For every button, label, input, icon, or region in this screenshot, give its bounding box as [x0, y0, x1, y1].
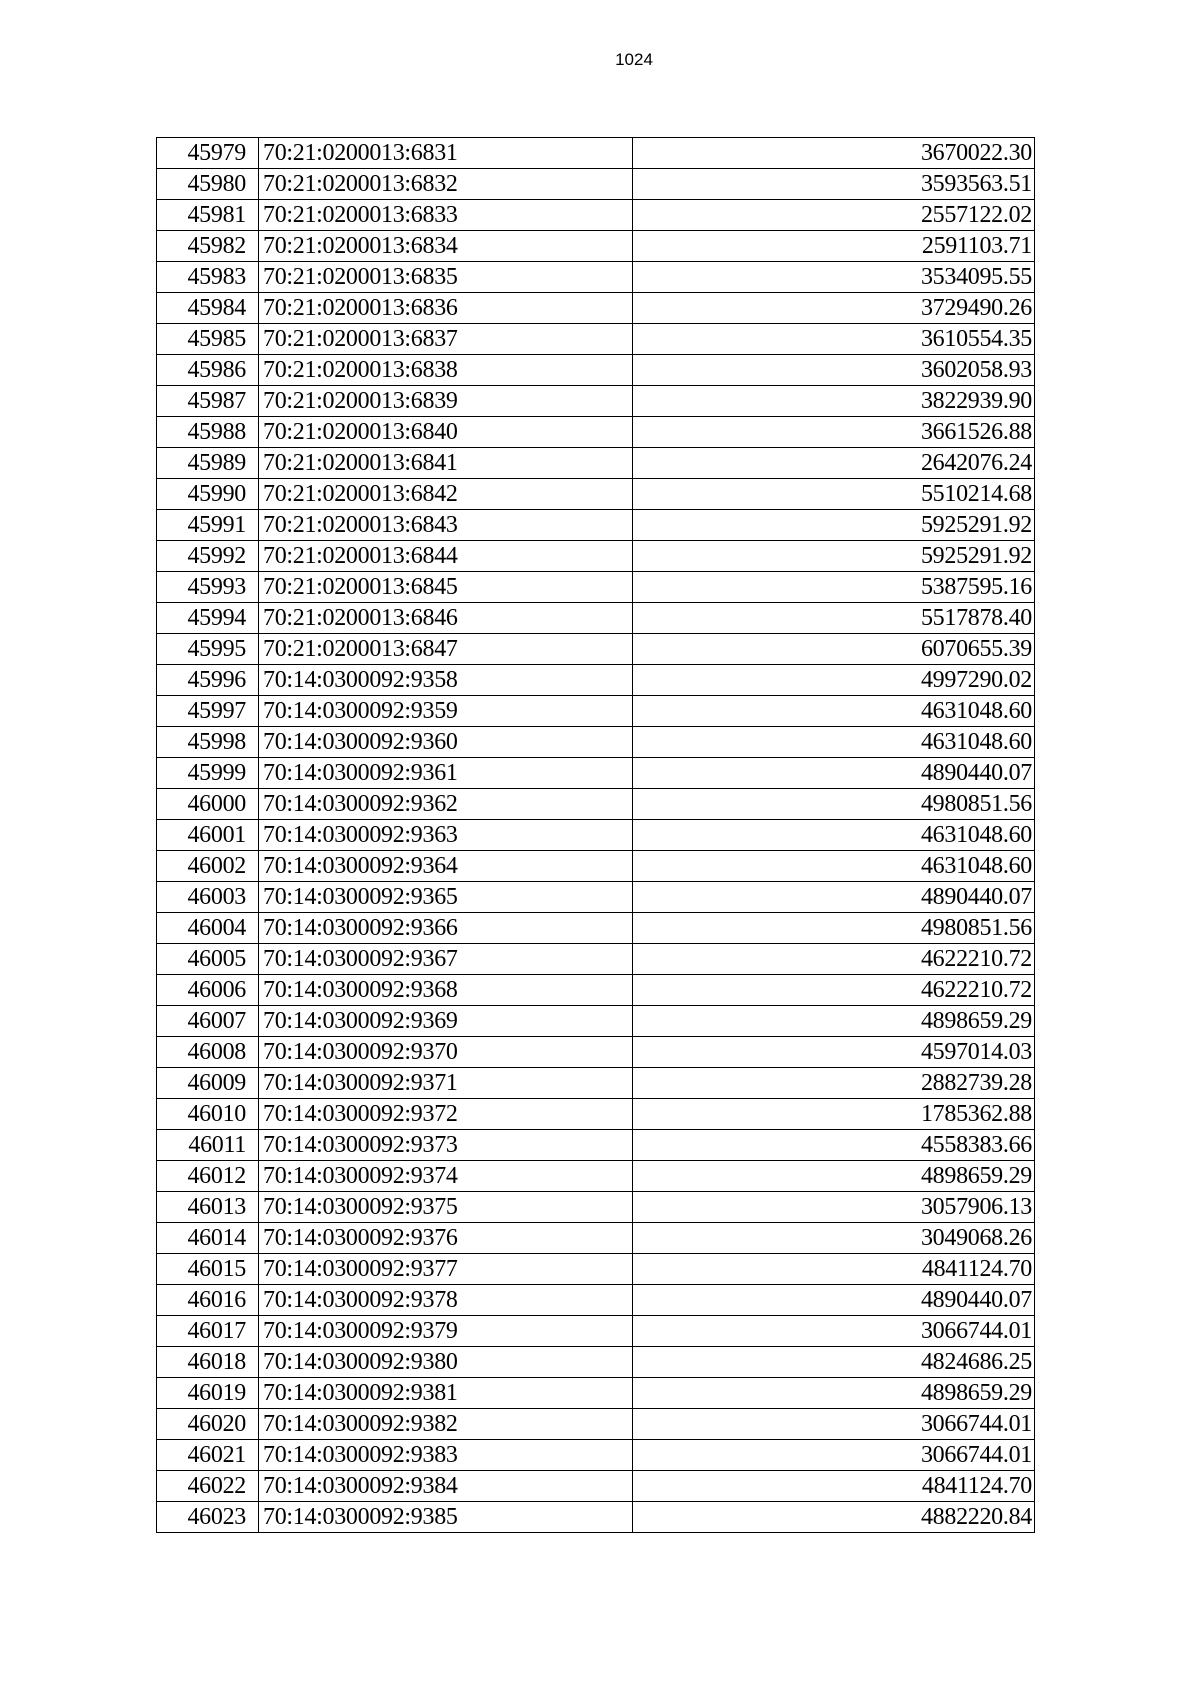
table-row — [157, 913, 1035, 944]
cadastral-value-cell: 4631048.60 — [633, 820, 1035, 851]
table-row — [157, 200, 1035, 231]
row-number-cell: 45996 — [157, 665, 259, 696]
table-row — [157, 1192, 1035, 1223]
cadastral-value-cell: 5510214.68 — [633, 479, 1035, 510]
row-number-cell: 46000 — [157, 789, 259, 820]
row-number-cell: 46019 — [157, 1378, 259, 1409]
cadastral-number-cell: 70:21:0200013:6836 — [259, 293, 633, 324]
cadastral-value-cell: 4882220.84 — [633, 1502, 1035, 1533]
table-row — [157, 820, 1035, 851]
row-number-cell: 46009 — [157, 1068, 259, 1099]
cadastral-number-cell: 70:14:0300092:9379 — [259, 1316, 633, 1347]
row-number-cell: 45991 — [157, 510, 259, 541]
table-row — [157, 1130, 1035, 1161]
cadastral-value-cell: 5925291.92 — [633, 541, 1035, 572]
table-row — [157, 479, 1035, 510]
row-number-cell: 46007 — [157, 1006, 259, 1037]
cadastral-value-cell: 4898659.29 — [633, 1006, 1035, 1037]
cadastral-value-cell: 3593563.51 — [633, 169, 1035, 200]
cadastral-number-cell: 70:14:0300092:9380 — [259, 1347, 633, 1378]
row-number-cell: 46017 — [157, 1316, 259, 1347]
table-row — [157, 1068, 1035, 1099]
cadastral-number-cell: 70:21:0200013:6847 — [259, 634, 633, 665]
cadastral-number-cell: 70:21:0200013:6843 — [259, 510, 633, 541]
cadastral-value-cell: 5387595.16 — [633, 572, 1035, 603]
row-number-cell: 46008 — [157, 1037, 259, 1068]
cadastral-number-cell: 70:14:0300092:9383 — [259, 1440, 633, 1471]
table-row — [157, 882, 1035, 913]
row-number-cell: 46006 — [157, 975, 259, 1006]
cadastral-value-cell: 1785362.88 — [633, 1099, 1035, 1130]
table-row — [157, 231, 1035, 262]
cadastral-number-cell: 70:14:0300092:9367 — [259, 944, 633, 975]
cadastral-number-cell: 70:14:0300092:9361 — [259, 758, 633, 789]
table-row — [157, 541, 1035, 572]
cadastral-number-cell: 70:14:0300092:9370 — [259, 1037, 633, 1068]
cadastral-value-cell: 3049068.26 — [633, 1223, 1035, 1254]
cadastral-value-cell: 4841124.70 — [633, 1254, 1035, 1285]
cadastral-value-cell: 6070655.39 — [633, 634, 1035, 665]
table-row — [157, 1254, 1035, 1285]
table-row — [157, 944, 1035, 975]
row-number-cell: 45990 — [157, 479, 259, 510]
table-row — [157, 169, 1035, 200]
cadastral-value-cell: 4890440.07 — [633, 1285, 1035, 1316]
cadastral-number-cell: 70:21:0200013:6833 — [259, 200, 633, 231]
table-row — [157, 324, 1035, 355]
row-number-cell: 45981 — [157, 200, 259, 231]
cadastral-number-cell: 70:21:0200013:6845 — [259, 572, 633, 603]
row-number-cell: 45985 — [157, 324, 259, 355]
cadastral-number-cell: 70:14:0300092:9358 — [259, 665, 633, 696]
table-row — [157, 1378, 1035, 1409]
row-number-cell: 45998 — [157, 727, 259, 758]
table-row — [157, 758, 1035, 789]
row-number-cell: 46002 — [157, 851, 259, 882]
table-row — [157, 696, 1035, 727]
table-row — [157, 448, 1035, 479]
row-number-cell: 45979 — [157, 138, 259, 169]
cadastral-number-cell: 70:21:0200013:6840 — [259, 417, 633, 448]
table-row — [157, 1161, 1035, 1192]
row-number-cell: 45984 — [157, 293, 259, 324]
row-number-cell: 46020 — [157, 1409, 259, 1440]
row-number-cell: 46011 — [157, 1130, 259, 1161]
row-number-cell: 46021 — [157, 1440, 259, 1471]
cadastral-value-cell: 4980851.56 — [633, 789, 1035, 820]
cadastral-value-cell: 4558383.66 — [633, 1130, 1035, 1161]
cadastral-value-cell: 3661526.88 — [633, 417, 1035, 448]
table-row — [157, 1316, 1035, 1347]
row-number-cell: 45992 — [157, 541, 259, 572]
cadastral-number-cell: 70:14:0300092:9360 — [259, 727, 633, 758]
cadastral-number-cell: 70:21:0200013:6846 — [259, 603, 633, 634]
row-number-cell: 45993 — [157, 572, 259, 603]
cadastral-number-cell: 70:21:0200013:6831 — [259, 138, 633, 169]
cadastral-value-cell: 4631048.60 — [633, 727, 1035, 758]
cadastral-number-cell: 70:14:0300092:9376 — [259, 1223, 633, 1254]
table-row — [157, 1502, 1035, 1533]
cadastral-value-cell: 2591103.71 — [633, 231, 1035, 262]
table-row — [157, 1006, 1035, 1037]
cadastral-number-cell: 70:21:0200013:6832 — [259, 169, 633, 200]
cadastral-value-table — [156, 137, 1035, 1533]
row-number-cell: 45994 — [157, 603, 259, 634]
table-row — [157, 603, 1035, 634]
table-row — [157, 386, 1035, 417]
cadastral-value-cell: 4631048.60 — [633, 851, 1035, 882]
cadastral-value-cell: 3057906.13 — [633, 1192, 1035, 1223]
table-row — [157, 262, 1035, 293]
cadastral-number-cell: 70:14:0300092:9362 — [259, 789, 633, 820]
table-row — [157, 572, 1035, 603]
cadastral-number-cell: 70:21:0200013:6842 — [259, 479, 633, 510]
row-number-cell: 46015 — [157, 1254, 259, 1285]
row-number-cell: 46022 — [157, 1471, 259, 1502]
page-number: 1024 — [615, 50, 653, 69]
row-number-cell: 46013 — [157, 1192, 259, 1223]
cadastral-number-cell: 70:14:0300092:9372 — [259, 1099, 633, 1130]
table-row — [157, 417, 1035, 448]
row-number-cell: 46018 — [157, 1347, 259, 1378]
row-number-cell: 45983 — [157, 262, 259, 293]
cadastral-number-cell: 70:14:0300092:9377 — [259, 1254, 633, 1285]
cadastral-number-cell: 70:21:0200013:6839 — [259, 386, 633, 417]
row-number-cell: 46001 — [157, 820, 259, 851]
cadastral-value-cell: 4898659.29 — [633, 1161, 1035, 1192]
row-number-cell: 46003 — [157, 882, 259, 913]
cadastral-number-cell: 70:14:0300092:9375 — [259, 1192, 633, 1223]
table-row — [157, 727, 1035, 758]
cadastral-value-cell: 4980851.56 — [633, 913, 1035, 944]
cadastral-number-cell: 70:14:0300092:9366 — [259, 913, 633, 944]
cadastral-value-cell: 2882739.28 — [633, 1068, 1035, 1099]
row-number-cell: 45987 — [157, 386, 259, 417]
row-number-cell: 46012 — [157, 1161, 259, 1192]
cadastral-number-cell: 70:14:0300092:9382 — [259, 1409, 633, 1440]
cadastral-number-cell: 70:14:0300092:9368 — [259, 975, 633, 1006]
table-row — [157, 1471, 1035, 1502]
table-row — [157, 138, 1035, 169]
cadastral-number-cell: 70:21:0200013:6837 — [259, 324, 633, 355]
row-number-cell: 45999 — [157, 758, 259, 789]
cadastral-value-cell: 4622210.72 — [633, 975, 1035, 1006]
cadastral-number-cell: 70:21:0200013:6841 — [259, 448, 633, 479]
table-row — [157, 665, 1035, 696]
cadastral-number-cell: 70:14:0300092:9374 — [259, 1161, 633, 1192]
table-row — [157, 293, 1035, 324]
table-row — [157, 1099, 1035, 1130]
cadastral-value-cell: 5925291.92 — [633, 510, 1035, 541]
table-row — [157, 510, 1035, 541]
cadastral-number-cell: 70:14:0300092:9373 — [259, 1130, 633, 1161]
cadastral-number-cell: 70:14:0300092:9371 — [259, 1068, 633, 1099]
row-number-cell: 46004 — [157, 913, 259, 944]
cadastral-value-cell: 4631048.60 — [633, 696, 1035, 727]
cadastral-value-cell: 3670022.30 — [633, 138, 1035, 169]
cadastral-value-cell: 3610554.35 — [633, 324, 1035, 355]
cadastral-value-cell: 3602058.93 — [633, 355, 1035, 386]
row-number-cell: 45988 — [157, 417, 259, 448]
row-number-cell: 45982 — [157, 231, 259, 262]
table-row — [157, 789, 1035, 820]
row-number-cell: 46010 — [157, 1099, 259, 1130]
table-row — [157, 1347, 1035, 1378]
table-row — [157, 1037, 1035, 1068]
table-row — [157, 1285, 1035, 1316]
row-number-cell: 46016 — [157, 1285, 259, 1316]
cadastral-value-cell: 3066744.01 — [633, 1440, 1035, 1471]
cadastral-number-cell: 70:14:0300092:9363 — [259, 820, 633, 851]
row-number-cell: 46005 — [157, 944, 259, 975]
cadastral-value-cell: 4997290.02 — [633, 665, 1035, 696]
cadastral-number-cell: 70:14:0300092:9365 — [259, 882, 633, 913]
cadastral-number-cell: 70:14:0300092:9385 — [259, 1502, 633, 1533]
cadastral-value-cell: 2642076.24 — [633, 448, 1035, 479]
cadastral-number-cell: 70:21:0200013:6835 — [259, 262, 633, 293]
cadastral-value-cell: 3066744.01 — [633, 1409, 1035, 1440]
row-number-cell: 45980 — [157, 169, 259, 200]
cadastral-value-cell: 4622210.72 — [633, 944, 1035, 975]
cadastral-number-cell: 70:14:0300092:9381 — [259, 1378, 633, 1409]
row-number-cell: 45986 — [157, 355, 259, 386]
cadastral-value-cell: 3534095.55 — [633, 262, 1035, 293]
cadastral-number-cell: 70:14:0300092:9378 — [259, 1285, 633, 1316]
cadastral-value-cell: 4890440.07 — [633, 758, 1035, 789]
cadastral-value-cell: 3729490.26 — [633, 293, 1035, 324]
cadastral-number-cell: 70:21:0200013:6838 — [259, 355, 633, 386]
cadastral-number-cell: 70:14:0300092:9369 — [259, 1006, 633, 1037]
table-row — [157, 355, 1035, 386]
table-row — [157, 851, 1035, 882]
row-number-cell: 46014 — [157, 1223, 259, 1254]
cadastral-value-cell: 4841124.70 — [633, 1471, 1035, 1502]
row-number-cell: 46023 — [157, 1502, 259, 1533]
cadastral-number-cell: 70:14:0300092:9384 — [259, 1471, 633, 1502]
row-number-cell: 45995 — [157, 634, 259, 665]
cadastral-number-cell: 70:21:0200013:6844 — [259, 541, 633, 572]
table-row — [157, 1223, 1035, 1254]
table-row — [157, 1409, 1035, 1440]
cadastral-value-cell: 2557122.02 — [633, 200, 1035, 231]
row-number-cell: 45989 — [157, 448, 259, 479]
table-row — [157, 1440, 1035, 1471]
cadastral-value-cell: 3066744.01 — [633, 1316, 1035, 1347]
cadastral-value-cell: 4597014.03 — [633, 1037, 1035, 1068]
cadastral-number-cell: 70:14:0300092:9364 — [259, 851, 633, 882]
cadastral-value-cell: 4898659.29 — [633, 1378, 1035, 1409]
table-row — [157, 975, 1035, 1006]
cadastral-number-cell: 70:21:0200013:6834 — [259, 231, 633, 262]
cadastral-value-cell: 4824686.25 — [633, 1347, 1035, 1378]
row-number-cell: 45997 — [157, 696, 259, 727]
cadastral-value-cell: 4890440.07 — [633, 882, 1035, 913]
cadastral-value-cell: 3822939.90 — [633, 386, 1035, 417]
cadastral-number-cell: 70:14:0300092:9359 — [259, 696, 633, 727]
table-body — [157, 138, 1035, 1533]
cadastral-value-cell: 5517878.40 — [633, 603, 1035, 634]
table-row — [157, 634, 1035, 665]
